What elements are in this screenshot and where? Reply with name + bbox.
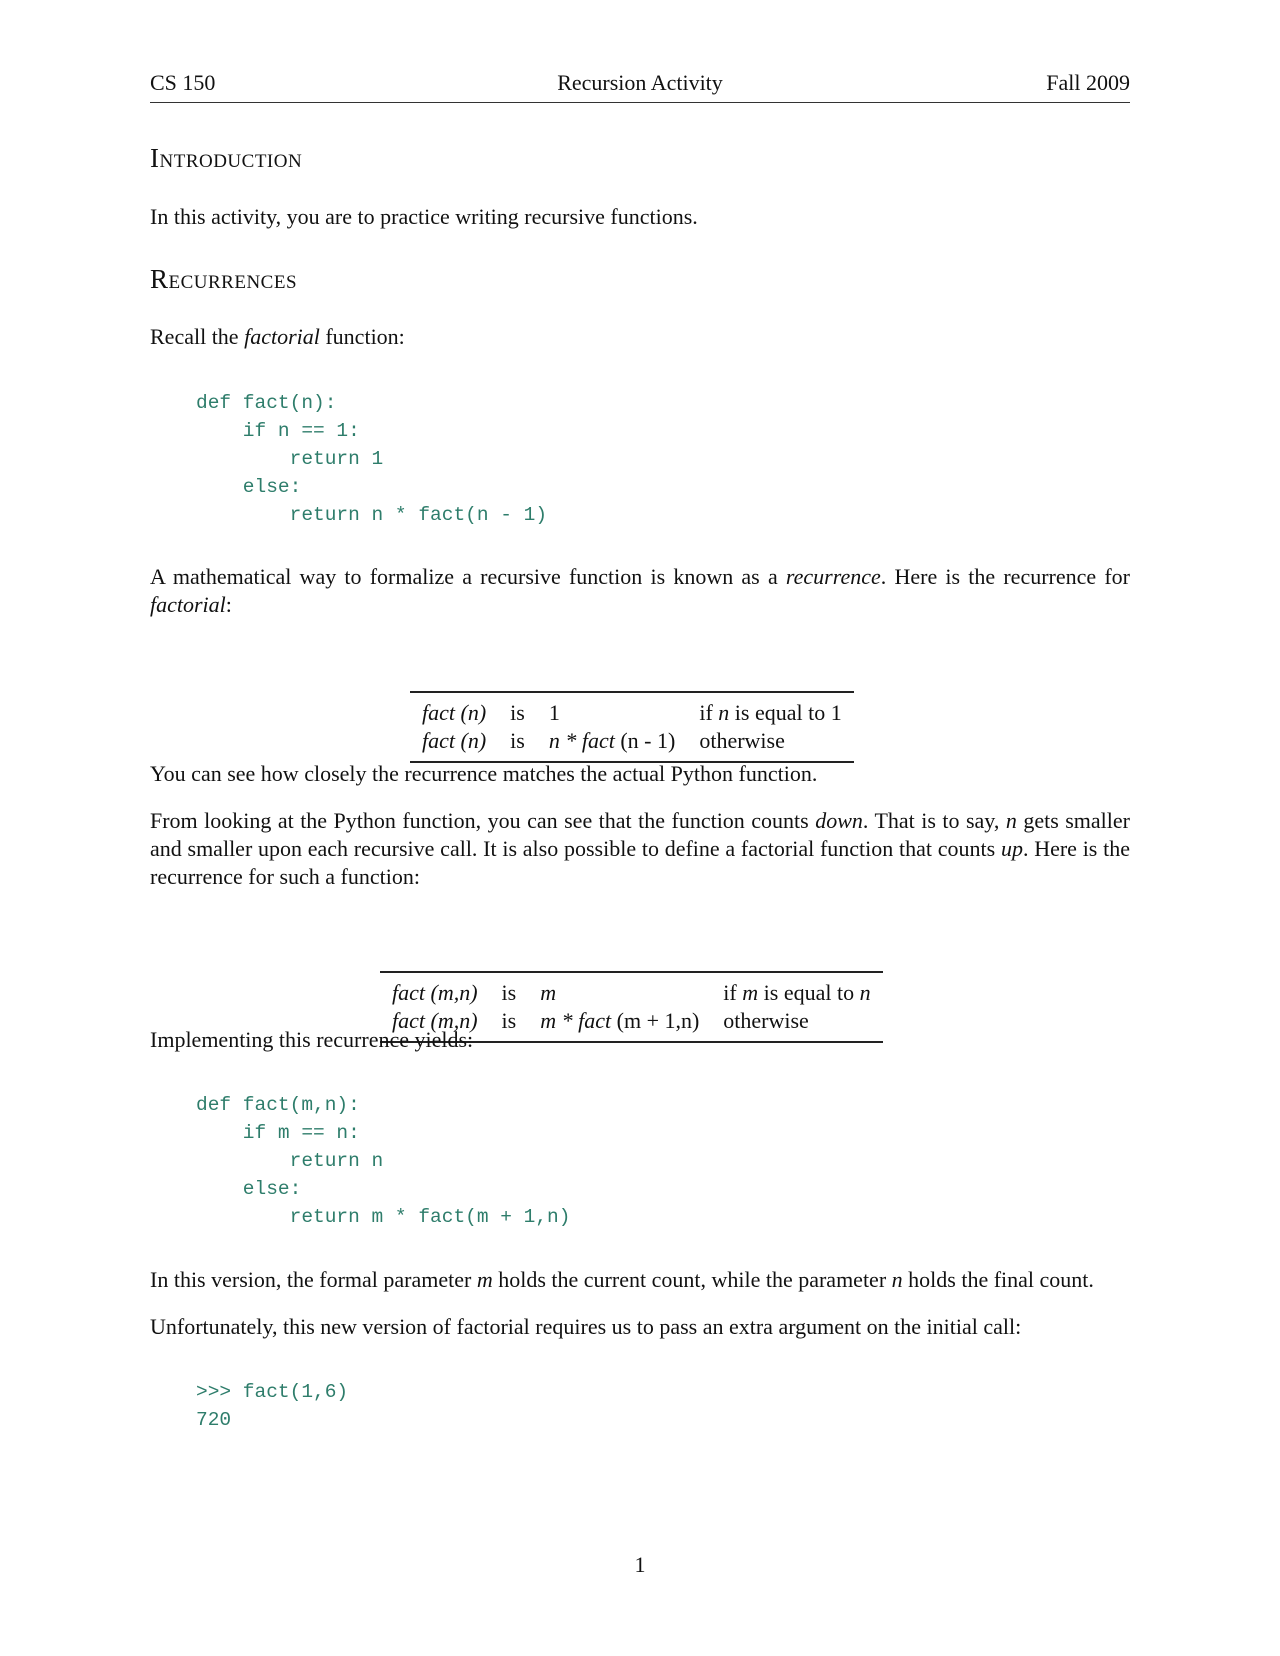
code-line: else: bbox=[196, 1178, 302, 1200]
cond-variable: n bbox=[718, 700, 730, 725]
recurrence-lhs bbox=[380, 972, 490, 1007]
code-line: if m == n: bbox=[196, 1122, 360, 1144]
cond-text: is equal to 1 bbox=[729, 700, 842, 725]
recurrence-is: is bbox=[501, 1008, 517, 1033]
recurrence-table-down bbox=[410, 691, 854, 763]
text-run: function: bbox=[319, 324, 405, 349]
code-line: def fact(n): bbox=[196, 392, 337, 414]
function-name: fact bbox=[578, 1008, 612, 1033]
function-name: fact bbox=[392, 1008, 425, 1033]
version-paragraph bbox=[150, 1266, 1130, 1294]
cond-text: if bbox=[723, 980, 743, 1005]
cond-variable: m bbox=[742, 980, 759, 1005]
header-term: Fall 2009 bbox=[1046, 70, 1130, 95]
args: (n) bbox=[455, 728, 487, 753]
code-line: def fact(m,n): bbox=[196, 1094, 360, 1116]
args: (m + 1,n) bbox=[611, 1008, 700, 1033]
text-run: From looking at the Python function, you can see that the function counts bbox=[150, 808, 816, 833]
cond-variable: n bbox=[859, 980, 871, 1005]
recurrence-is: is bbox=[501, 980, 517, 1005]
recurrence-lhs bbox=[410, 727, 498, 762]
rhs-text: n * bbox=[548, 728, 582, 753]
recurrence-rhs bbox=[537, 727, 687, 762]
args: (n - 1) bbox=[614, 728, 676, 753]
code-line: >>> fact(1,6) bbox=[196, 1381, 349, 1403]
text-run: holds the current count, while the parameter bbox=[492, 1267, 892, 1292]
text-run: . Here is the recurrence for such a function: bbox=[150, 836, 1130, 889]
intro-paragraph: In this activity, you are to practice writing recursive functions. bbox=[150, 204, 698, 229]
function-name: fact bbox=[422, 700, 455, 725]
text-run: . Here is the recurrence for bbox=[880, 564, 1130, 589]
header-course: CS 150 bbox=[150, 70, 216, 95]
text-run: gets smaller and smaller upon each recursive call. It is also possible to define a factorial function that counts bbox=[150, 808, 1130, 861]
text-run: . That is to say, bbox=[862, 808, 1006, 833]
rhs-text: m * bbox=[540, 1008, 579, 1033]
recurrence-is: is bbox=[510, 700, 525, 725]
emphasis-term: factorial bbox=[244, 324, 320, 349]
code-line: if n == 1: bbox=[196, 420, 360, 442]
cond-text: is equal to bbox=[758, 980, 860, 1005]
recurrence-condition bbox=[711, 972, 882, 1007]
text-run: holds the final count. bbox=[902, 1267, 1094, 1292]
implementing-paragraph: Implementing this recurrence yields: bbox=[150, 1027, 474, 1052]
function-name: fact bbox=[392, 980, 425, 1005]
code-line: return n bbox=[196, 1150, 384, 1172]
recurrence-lhs bbox=[410, 692, 498, 727]
code-line: return n * fact(n - 1) bbox=[196, 504, 548, 526]
emphasis-term: recurrence bbox=[785, 564, 881, 589]
function-name: fact bbox=[581, 728, 615, 753]
cond-text: otherwise bbox=[699, 728, 785, 753]
document-page bbox=[150, 0, 1130, 1656]
function-name: fact bbox=[422, 728, 455, 753]
text-run: : bbox=[225, 592, 232, 617]
cond-text: if bbox=[699, 700, 719, 725]
emphasis-term: up bbox=[1000, 836, 1023, 861]
counts-paragraph bbox=[150, 807, 1130, 891]
emphasis-term: down bbox=[815, 808, 863, 833]
rhs-text: 1 bbox=[548, 700, 560, 725]
recurrence-row bbox=[410, 727, 854, 762]
recurrence-condition bbox=[687, 727, 853, 762]
recurrence-rhs bbox=[528, 972, 711, 1007]
page-number: 1 bbox=[634, 1552, 646, 1577]
recurrence-rhs bbox=[537, 692, 687, 727]
code-line: return m * fact(m + 1,n) bbox=[196, 1206, 571, 1228]
section-heading-recurrences: Recurrences bbox=[150, 264, 298, 294]
emphasis-term: n bbox=[891, 1267, 903, 1292]
rhs-text: m bbox=[540, 980, 557, 1005]
recurrence-is: is bbox=[510, 728, 525, 753]
unfortunately-paragraph: Unfortunately, this new version of factorial requires us to pass an extra argument on the initial call: bbox=[150, 1314, 1022, 1339]
code-block-repl bbox=[196, 1378, 348, 1434]
formalize-paragraph bbox=[150, 563, 1130, 619]
header-title: Recursion Activity bbox=[557, 70, 723, 95]
code-block-fact-up bbox=[196, 1091, 570, 1231]
args: (n) bbox=[455, 700, 487, 725]
args: (m,n) bbox=[425, 980, 478, 1005]
args: (m,n) bbox=[425, 1008, 478, 1033]
text-run: In this version, the formal parameter bbox=[150, 1267, 477, 1292]
code-line: return 1 bbox=[196, 448, 384, 470]
recurrence-row bbox=[410, 692, 854, 727]
code-line: else: bbox=[196, 476, 302, 498]
code-block-fact-down bbox=[196, 389, 547, 529]
text-run: A mathematical way to formalize a recursive function is known as a bbox=[150, 564, 786, 589]
recurrence-condition bbox=[687, 692, 853, 727]
emphasis-term: m bbox=[476, 1267, 493, 1292]
emphasis-term: n bbox=[1005, 808, 1017, 833]
text-run: Recall the bbox=[150, 324, 245, 349]
code-line: 720 bbox=[196, 1409, 232, 1431]
running-header bbox=[150, 70, 1130, 103]
recall-paragraph bbox=[150, 323, 1130, 351]
recurrence-row bbox=[380, 972, 883, 1007]
emphasis-term: factorial bbox=[150, 592, 226, 617]
section-heading-introduction: Introduction bbox=[150, 143, 303, 173]
closely-paragraph: You can see how closely the recurrence matches the actual Python function. bbox=[150, 761, 818, 786]
cond-text: otherwise bbox=[723, 1008, 809, 1033]
